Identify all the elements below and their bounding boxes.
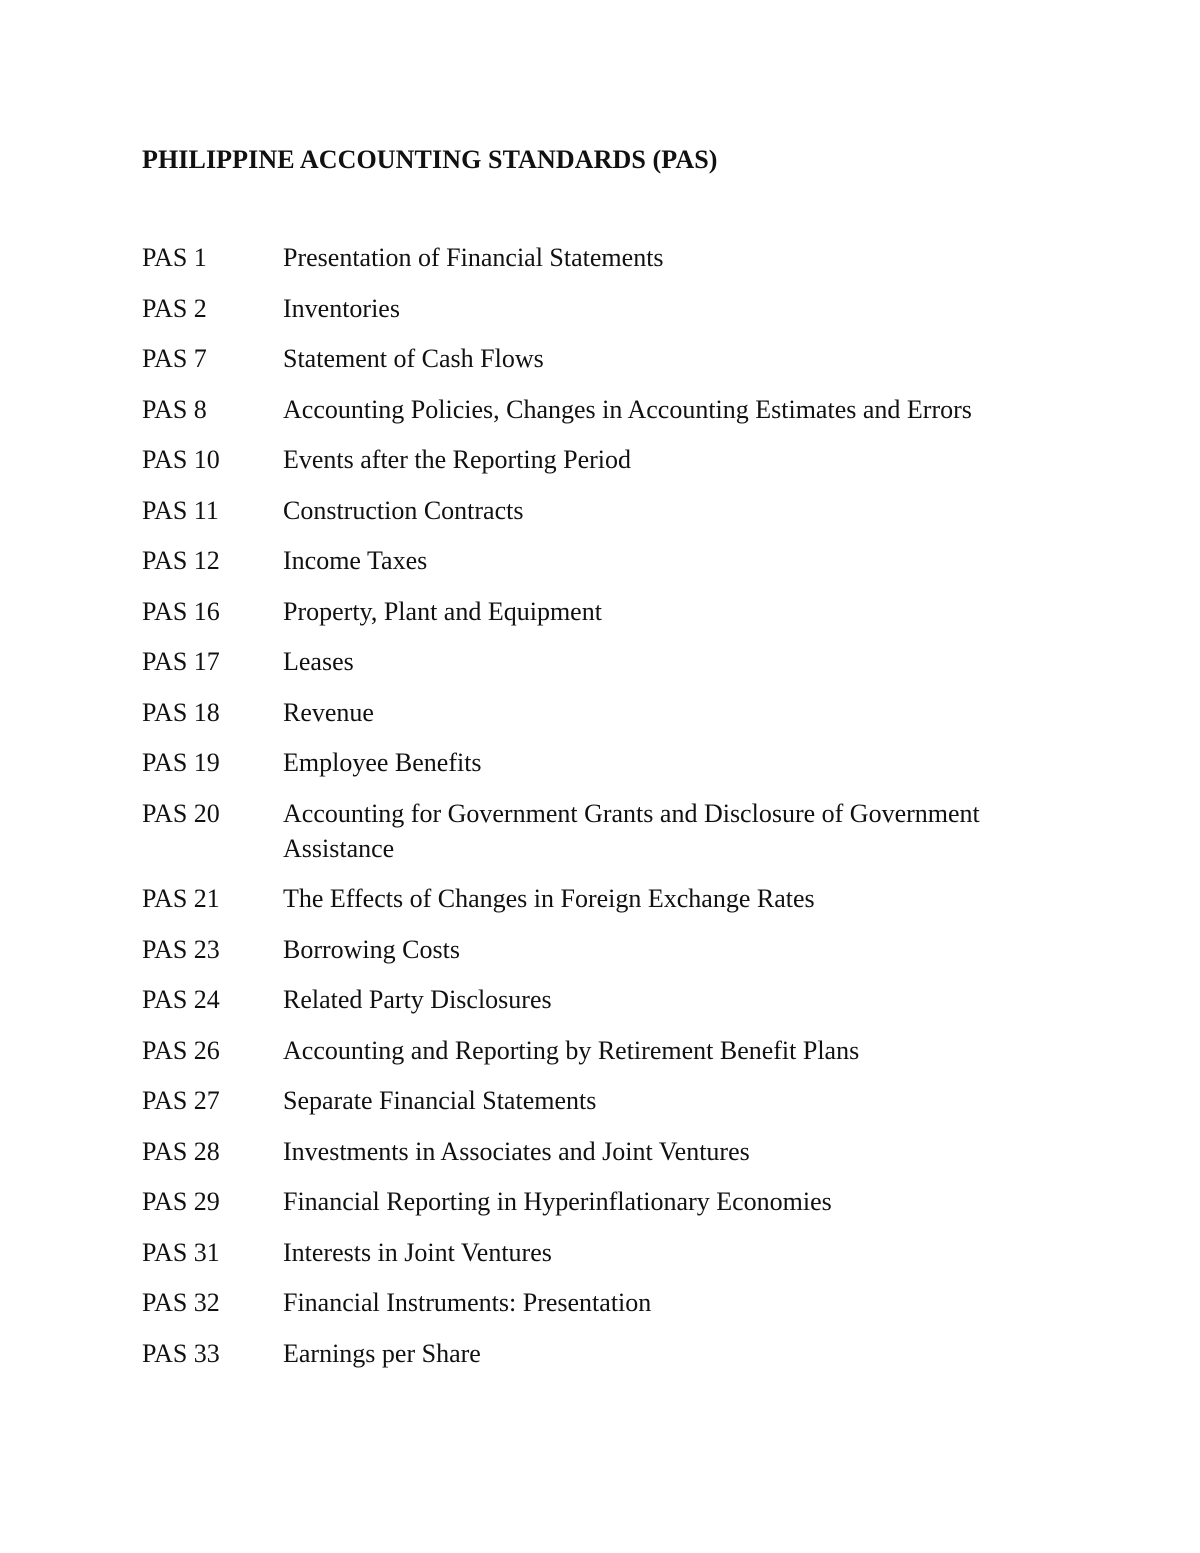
- standard-name: Separate Financial Statements: [283, 1086, 597, 1115]
- standard-row-pas-28: [142, 1134, 1082, 1169]
- standard-code: PAS 21: [142, 884, 220, 913]
- standard-code: PAS 17: [142, 647, 220, 676]
- standard-code: PAS 20: [142, 798, 220, 828]
- standard-name: Property, Plant and Equipment: [283, 596, 602, 626]
- standard-name: Inventories: [283, 293, 400, 323]
- standard-code: PAS 7: [142, 344, 207, 373]
- standard-code: PAS 33: [142, 1338, 220, 1368]
- standard-code: PAS 1: [142, 243, 207, 272]
- standard-row-pas-33: [142, 1336, 1082, 1371]
- standard-name: Employee Benefits: [283, 748, 482, 777]
- standard-name: Investments in Associates and Joint Ventures: [283, 1136, 750, 1166]
- standard-name: Income Taxes: [283, 546, 428, 575]
- standard-row-pas-7: [142, 341, 1082, 376]
- standard-name: Borrowing Costs: [283, 934, 460, 964]
- standards-list: [142, 240, 1082, 1386]
- standard-name: Earnings per Share: [283, 1338, 481, 1368]
- standard-code: PAS 10: [142, 445, 220, 474]
- standard-row-pas-16: [142, 594, 1082, 629]
- standard-code: PAS 11: [142, 495, 219, 525]
- standard-name: Events after the Reporting Period: [283, 445, 632, 474]
- standard-code: PAS 28: [142, 1136, 220, 1166]
- standard-row-pas-10: [142, 442, 1082, 477]
- standard-code: PAS 19: [142, 748, 220, 777]
- standard-row-pas-24: [142, 982, 1082, 1017]
- standard-code: PAS 23: [142, 934, 220, 964]
- standard-name: Revenue: [283, 697, 374, 727]
- standard-code: PAS 29: [142, 1187, 220, 1216]
- standard-name: Accounting and Reporting by Retirement Benefit Plans: [283, 1035, 860, 1065]
- standard-row-pas-32: [142, 1285, 1082, 1320]
- standard-code: PAS 2: [142, 293, 207, 323]
- standard-code: PAS 27: [142, 1086, 220, 1115]
- standard-name: Presentation of Financial Statements: [283, 243, 664, 272]
- standard-name: Construction Contracts: [283, 495, 524, 525]
- standard-row-pas-23: [142, 932, 1082, 967]
- standard-row-pas-20: [142, 796, 1082, 866]
- standard-row-pas-12: [142, 543, 1082, 578]
- standard-row-pas-19: [142, 745, 1082, 780]
- standard-code: PAS 26: [142, 1035, 220, 1065]
- standard-code: PAS 16: [142, 596, 220, 626]
- standard-name: Statement of Cash Flows: [283, 344, 544, 373]
- standard-row-pas-18: [142, 695, 1082, 730]
- standard-name: Interests in Joint Ventures: [283, 1237, 552, 1267]
- standard-row-pas-26: [142, 1033, 1082, 1068]
- document-title: PHILIPPINE ACCOUNTING STANDARDS (PAS): [142, 145, 718, 174]
- standard-name: Leases: [283, 647, 354, 676]
- standard-row-pas-17: [142, 644, 1082, 679]
- standard-row-pas-27: [142, 1083, 1082, 1118]
- standard-name: Financial Reporting in Hyperinflationary Economies: [283, 1187, 832, 1216]
- standard-name: Accounting Policies, Changes in Accounting Estimates and Errors: [283, 394, 972, 424]
- standard-name: Related Party Disclosures: [283, 985, 552, 1014]
- standard-row-pas-2: [142, 291, 1082, 326]
- standard-name: Accounting for Government Grants and Disclosure of Government Assistance: [283, 798, 980, 863]
- standard-row-pas-29: [142, 1184, 1082, 1219]
- standard-code: PAS 31: [142, 1237, 220, 1267]
- standard-row-pas-1: [142, 240, 1082, 275]
- standard-row-pas-8: [142, 392, 1082, 427]
- standard-code: PAS 24: [142, 985, 220, 1014]
- standard-row-pas-21: [142, 881, 1082, 916]
- standard-row-pas-31: [142, 1235, 1082, 1270]
- standard-name: The Effects of Changes in Foreign Exchange Rates: [283, 884, 815, 913]
- standard-name: Financial Instruments: Presentation: [283, 1288, 652, 1317]
- standard-code: PAS 32: [142, 1288, 220, 1317]
- standard-row-pas-11: [142, 493, 1082, 528]
- standard-code: PAS 18: [142, 697, 220, 727]
- standard-code: PAS 12: [142, 546, 220, 575]
- standard-code: PAS 8: [142, 394, 207, 424]
